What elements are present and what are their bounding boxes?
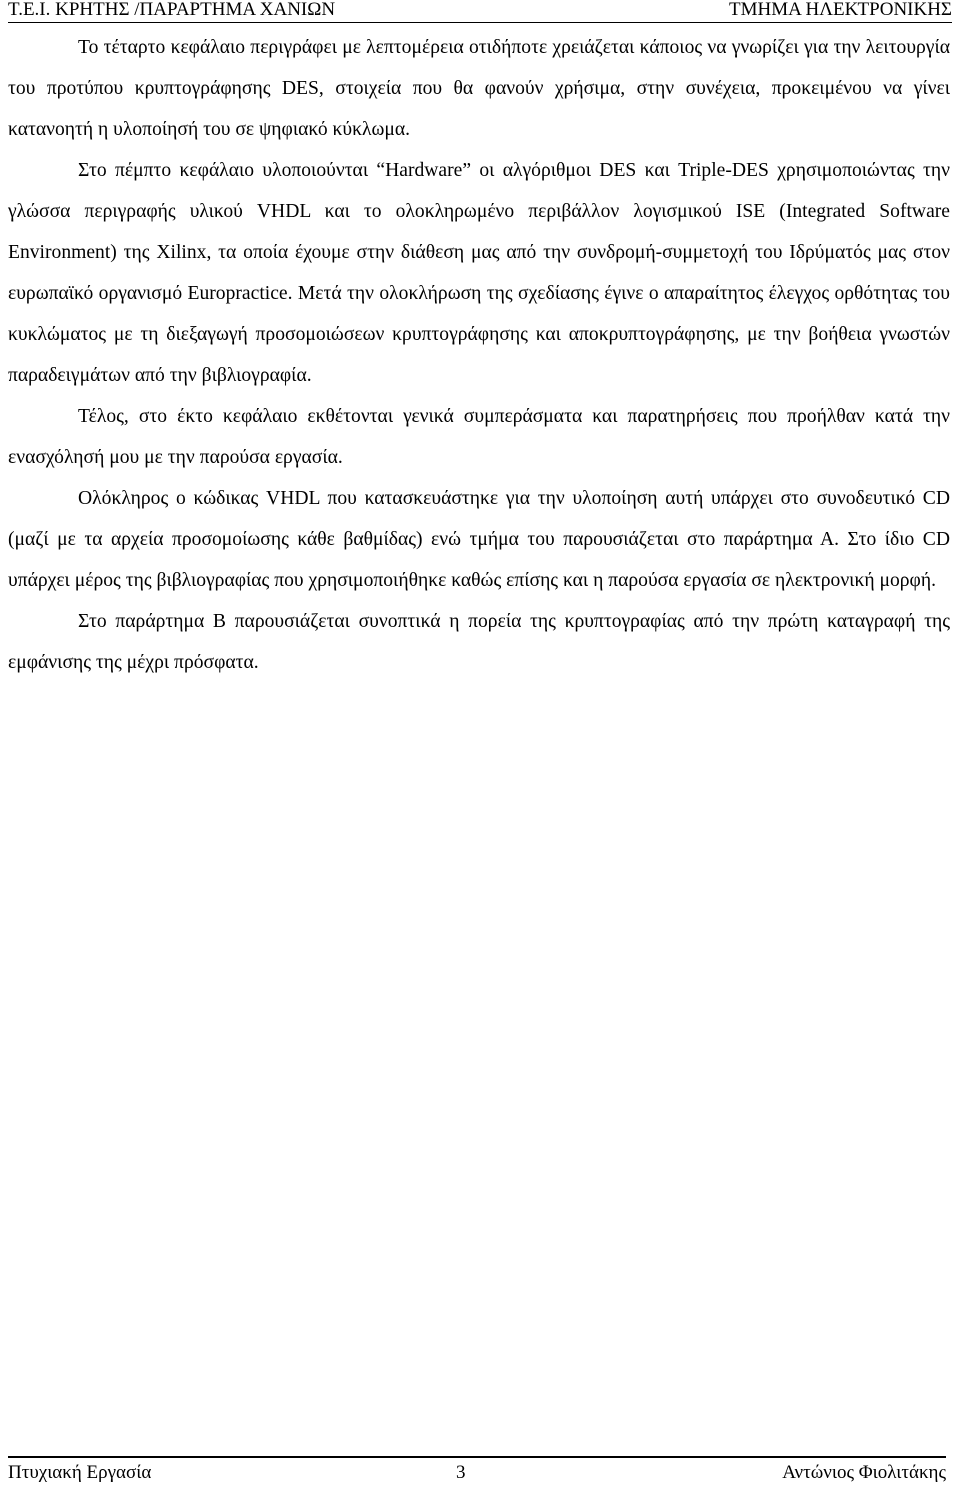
document-body bbox=[8, 27, 950, 683]
footer-author: Αντώνιος Φιολιτάκης bbox=[782, 1462, 946, 1483]
page-footer bbox=[8, 1456, 946, 1485]
footer-page-number: 3 bbox=[456, 1462, 466, 1483]
paragraph-vhdl-code: Ολόκληρος ο κώδικας VHDL που κατασκευάστηκε για την υλοποίηση αυτή υπάρχει στο συνοδευτικό CD (μαζί με τα αρχεία προσομοίωσης κάθε βαθμίδας) ενώ τμήμα του παρουσιάζεται στο παράρτημα Α. Στο ίδιο CD υπάρχει μέρος της βιβλιογραφίας που χρησιμοποιήθηκε καθώς επίσης και η παρούσα εργασία σε ηλεκτρονική μορφή. bbox=[8, 488, 950, 591]
paragraph-chapter-six: Τέλος, στο έκτο κεφάλαιο εκθέτονται γενικά συμπεράσματα και παρατηρήσεις που προήλθαν κατά την ενασχόλησή μου με την παρούσα εργασία. bbox=[8, 406, 950, 468]
paragraph-appendix-b: Στο παράρτημα Β παρουσιάζεται συνοπτικά η πορεία της κρυπτογραφίας από την πρώτη καταγραφή της εμφάνισης της μέχρι πρόσφατα. bbox=[8, 611, 950, 673]
page-header bbox=[8, 0, 952, 23]
paragraph-chapter-five: Στο πέμπτο κεφάλαιο υλοποιούνται “Hardware” οι αλγόριθμοι DES και Triple-DES χρησιμοποιώντας την γλώσσα περιγραφής υλικού VHDL και το ολοκληρωμένο περιβάλλον λογισμικού ISE (Integrated Software Environment) της Xilinx, τα οποία έχουμε στην διάθεση μας από την συνδρομή-συμμετοχή του Ιδρύματός μας στον ευρωπαϊκό οργανισμό Europractice. Μετά την ολοκλήρωση της σχεδίασης έγινε ο απαραίτητος έλεγχος ορθότητας του κυκλώματος με τη διεξαγωγή προσομοιώσεων κρυπτογράφησης και αποκρυπτογράφησης, με την βοήθεια γνωστών παραδειγμάτων από την βιβλιογραφία. bbox=[8, 160, 950, 386]
header-department: ΤΜΗΜΑ ΗΛΕΚΤΡΟΝΙΚΗΣ bbox=[729, 0, 952, 20]
paragraph-chapter-four: Το τέταρτο κεφάλαιο περιγράφει με λεπτομέρεια οτιδήποτε χρειάζεται κάποιος να γνωρίζει για την λειτουργία του προτύπου κρυπτογράφησης DES, στοιχεία που θα φανούν χρήσιμα, στην συνέχεια, προκειμένου να γίνει κατανοητή η υλοποίησή του σε ψηφιακό κύκλωμα. bbox=[8, 37, 950, 140]
footer-document-type: Πτυχιακή Εργασία bbox=[8, 1462, 152, 1483]
header-institution: Τ.Ε.Ι. ΚΡΗΤΗΣ /ΠΑΡΑΡΤΗΜΑ ΧΑΝΙΩΝ bbox=[8, 0, 336, 20]
